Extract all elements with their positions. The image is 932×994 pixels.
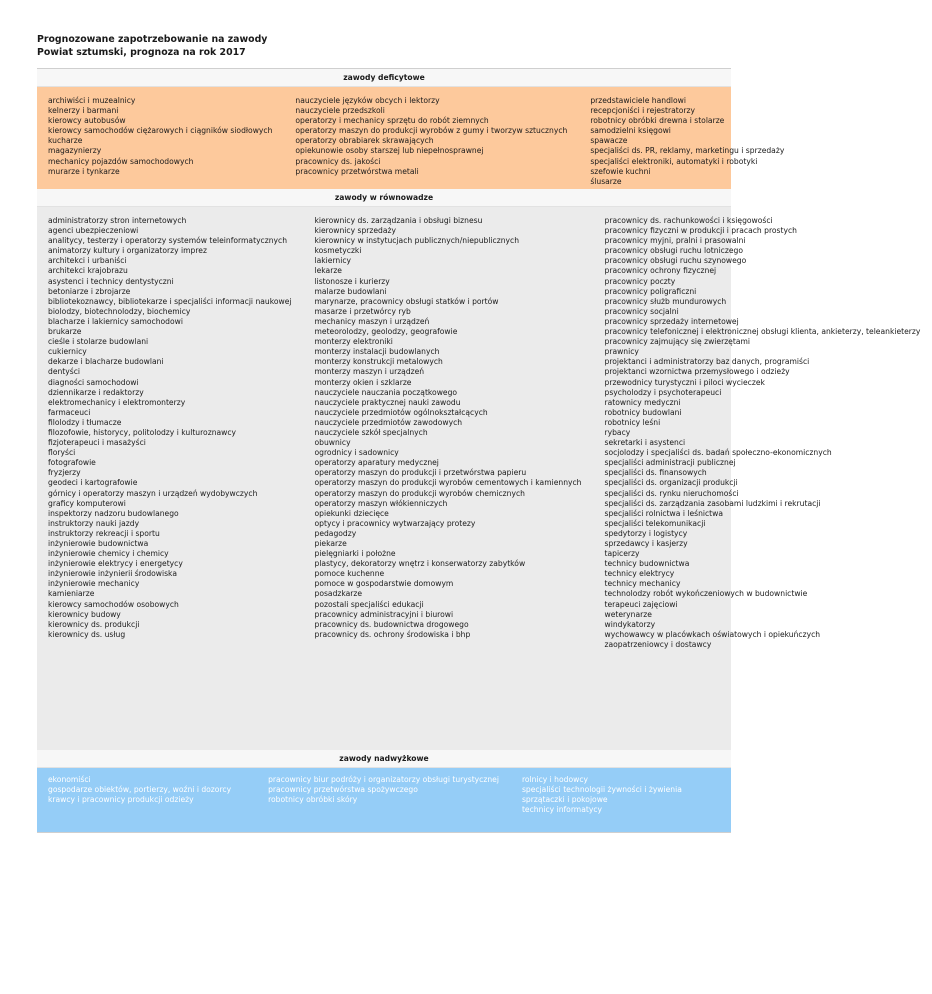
occupation-item: kierowcy samochodów ciężarowych i ciągników siodłowych [48,126,273,136]
occupations-table [37,68,921,833]
occupation-item: blacharze i lakiernicy samochodowi [48,316,183,326]
occupation-item: nauczyciele przedmiotów ogólnokształcących [314,407,488,417]
occupation-item: animatorzy kultury i organizatorzy imprez [48,246,207,256]
occupation-item: pomoce kuchenne [314,569,385,579]
occupation-item: pracownicy ds. rachunkowości i księgowości [604,216,773,225]
occupation-item: pracownicy sprzedaży internetowej [604,316,739,326]
occupation-item: instruktorzy nauki jazdy [48,518,140,528]
occupation-item: floryści [48,448,76,458]
occupation-item: kierowcy autobusów [48,116,126,126]
column [304,207,594,750]
occupation-item: pracownicy telefonicznej i elektronicznej obsługi klienta, ankieterzy, teleankieterzy [604,327,921,337]
occupation-item: przewodnicy turystyczni i piloci wycieczek [604,377,765,387]
occupation-item: wychowawcy w placówkach oświatowych i opiekuńczych [604,629,821,639]
occupation-item: psycholodzy i psychoterapeuci [604,387,722,397]
occupation-item: robotnicy obróbki skóry [268,795,358,805]
occupation-item: weterynarze [604,609,652,619]
occupation-item: magazynierzy [48,146,102,156]
occupation-item: pracownicy administracyjni i biurowi [314,609,454,619]
occupation-item: windykatorzy [604,619,656,629]
section-header-surplus: zawody nadwyżkowe [37,750,731,768]
occupation-item: pracownicy przetwórstwa metali [295,166,419,176]
occupation-item: filolodzy i tłumacze [48,417,122,427]
occupation-item: inżynierowie elektrycy i energetycy [48,559,183,569]
occupation-item: ekonomiści [48,775,91,784]
occupation-item: fotografowie [48,458,96,468]
occupation-item: sprzedawcy i kasjerzy [604,539,688,548]
section-deficit [37,87,785,189]
occupation-item: operatorzy maszyn włókienniczych [314,498,448,508]
occupation-item: graficy komputerowi [48,498,126,508]
occupation-item: operatorzy maszyn do produkcji wyrobów cementowych i kamiennych [314,478,582,488]
occupation-item: inżynierowie budownictwa [48,539,149,548]
occupation-item: lakiernicy [314,256,352,266]
section-header-deficit: zawody deficytowe [37,69,731,87]
occupation-item: pielęgniarki i położne [314,549,396,559]
occupation-item: pracownicy ds. ochrony środowiska i bhp [314,629,471,639]
occupation-item: kierownicy sprzedaży [314,226,397,236]
occupation-item: pracownicy poligraficzni [604,286,697,296]
occupation-item: kucharze [48,136,83,146]
occupation-item: pomoce w gospodarstwie domowym [314,579,454,589]
occupation-item: inżynierowie mechanicy [48,579,140,589]
occupation-item: nauczyciele języków obcych i lektorzy [295,96,440,105]
occupation-item: nauczyciele praktycznej nauki zawodu [314,397,461,407]
occupation-item: instruktorzy rekreacji i sportu [48,528,160,538]
occupation-item: szefowie kuchni [590,166,651,176]
occupation-item: pracownicy socjalni [604,306,679,316]
occupation-item: operatorzy maszyn do produkcji wyrobów z gumy i tworzyw sztucznych [295,126,568,136]
occupation-item: opiekunowie osoby starszej lub niepełnosprawnej [295,146,484,156]
occupation-item: biolodzy, biotechnolodzy, biochemicy [48,306,191,316]
occupation-item: agenci ubezpieczeniowi [48,226,139,236]
occupation-item: krawcy i pracownicy produkcji odzieży [48,795,194,805]
occupation-item: tapicerzy [604,549,640,559]
occupation-item: kosmetyczki [314,246,362,256]
occupation-item: nauczyciele przedszkoli [295,106,385,116]
occupation-item: socjolodzy i specjaliści ds. badań społeczno-ekonomicznych [604,448,832,458]
occupation-item: rolnicy i hodowcy [521,775,588,784]
occupation-item: archiwiści i muzealnicy [48,96,136,105]
occupation-item: projektanci i administratorzy baz danych, programiści [604,357,810,367]
occupation-item: bibliotekoznawcy, bibliotekarze i specjaliści informacji naukowej [48,296,292,306]
occupation-item: ogrodnicy i sadownicy [314,448,399,458]
occupation-item: specjaliści rolnictwa i leśnictwa [604,508,724,518]
occupation-item: gospodarze obiektów, portierzy, woźni i dozorcy [48,785,232,795]
occupation-item: specjaliści ds. organizacji produkcji [604,478,738,488]
occupation-item: diagności samochodowi [48,377,139,387]
occupation-item: nauczyciele szkół specjalnych [314,427,428,437]
occupation-item: specjaliści administracji publicznej [604,458,736,468]
occupation-item: farmaceuci [48,407,91,417]
occupation-item: kierownicy ds. usług [48,629,126,639]
occupation-item: meteorolodzy, geolodzy, geografowie [314,327,458,337]
occupation-item: operatorzy aparatury medycznej [314,458,439,468]
occupation-item: plastycy, dekoratorzy wnętrz i konserwatorzy zabytków [314,559,526,569]
occupation-item: kierownicy budowy [48,609,121,619]
occupation-item: dentyści [48,367,81,377]
occupation-item: kierownicy ds. produkcji [48,619,140,629]
occupation-item: lekarze [314,266,342,276]
occupation-item: monterzy maszyn i urządzeń [314,367,425,377]
occupation-item: ślusarze [590,176,622,186]
occupation-item: operatorzy maszyn do produkcji wyrobów chemicznych [314,488,525,498]
occupation-item: robotnicy leśni [604,417,661,427]
occupation-item: technicy mechanicy [604,579,681,589]
occupation-item: dziennikarze i redaktorzy [48,387,144,397]
occupation-item: pracownicy myjni, pralni i prasowalni [604,236,746,246]
occupation-item: recepcjoniści i rejestratorzy [590,106,695,116]
occupation-item: analitycy, testerzy i operatorzy systemów teleinformatycznych [48,236,288,246]
occupation-item: kamieniarze [48,589,95,599]
occupation-item: architekci krajobrazu [48,266,128,276]
occupation-item: pracownicy ds. budownictwa drogowego [314,619,469,629]
column [37,768,257,832]
occupation-item: geodeci i kartografowie [48,478,138,488]
occupation-item: zaopatrzeniowcy i dostawcy [604,639,712,649]
occupation-item: inżynierowie chemicy i chemicy [48,549,169,559]
occupation-item: technicy budownictwa [604,559,690,569]
occupation-item: architekci i urbaniści [48,256,127,266]
occupation-item: optycy i pracownicy wytwarzający protezy [314,518,476,528]
occupation-item: pozostali specjaliści edukacji [314,599,424,609]
occupation-item: marynarze, pracownicy obsługi statków i portów [314,296,499,306]
occupation-item: pracownicy ochrony fizycznej [604,266,717,276]
occupation-item: specjaliści technologii żywności i żywienia [521,785,682,795]
occupation-item: sekretarki i asystenci [604,438,686,448]
occupation-item: nauczyciele nauczania początkowego [314,387,458,397]
occupation-item: kierownicy ds. zarządzania i obsługi biznesu [314,216,483,225]
occupation-item: filozofowie, historycy, politolodzy i kulturoznawcy [48,427,237,437]
occupation-item: monterzy instalacji budowlanych [314,347,440,357]
occupation-item: opiekunki dziecięce [314,508,389,518]
occupation-item: malarze budowlani [314,286,387,296]
occupation-item: specjaliści elektroniki, automatyki i robotyki [590,156,758,166]
occupation-item: pedagodzy [314,528,357,538]
column [37,87,284,189]
occupation-item: operatorzy i mechanicy sprzętu do robót ziemnych [295,116,489,126]
column [594,207,932,750]
occupation-item: robotnicy budowlani [604,407,682,417]
occupation-item: kierownicy w instytucjach publicznych/niepublicznych [314,236,520,246]
occupation-item: pracownicy obsługi ruchu szynowego [604,256,747,266]
occupation-item: mechanicy pojazdów samochodowych [48,156,194,166]
occupation-item: brukarze [48,327,82,337]
occupation-item: pracownicy biur podróży i organizatorzy obsługi turystycznej [268,775,499,784]
occupation-item: pracownicy przetwórstwa spożywczego [268,785,418,795]
occupation-item: monterzy elektroniki [314,337,393,347]
column [257,768,511,832]
occupation-item: górnicy i operatorzy maszyn i urządzeń wydobywczych [48,488,258,498]
occupation-item: prawnicy [604,347,639,357]
occupation-item: fizjoterapeuci i masażyści [48,438,146,448]
occupation-item: pracownicy obsługi ruchu lotniczego [604,246,743,256]
section-header-balance: zawody w równowadze [37,189,731,207]
occupation-item: administratorzy stron internetowych [48,216,187,225]
occupation-item: specjaliści ds. rynku nieruchomości [604,488,739,498]
occupation-item: specjaliści telekomunikacji [604,518,706,528]
occupation-item: monterzy okien i szklarze [314,377,412,387]
occupation-item: nauczyciele przedmiotów zawodowych [314,417,463,427]
occupation-item: fryzjerzy [48,468,81,478]
occupation-item: spedytorzy i logistycy [604,528,688,538]
occupation-item: ratownicy medyczni [604,397,681,407]
page-title [37,33,267,59]
occupation-item: specjaliści ds. finansowych [604,468,707,478]
occupation-item: technicy informatycy [521,805,603,815]
occupation-item: sprzątaczki i pokojowe [521,795,608,805]
occupation-item: cieśle i stolarze budowlani [48,337,149,347]
occupation-item: robotnicy obróbki drewna i stolarze [590,116,725,126]
occupation-item: posadzkarze [314,589,363,599]
occupation-item: pracownicy ds. jakości [295,156,381,166]
occupation-item: operatorzy maszyn do produkcji i przetwórstwa papieru [314,468,527,478]
occupation-item: mechanicy maszyn i urządzeń [314,316,430,326]
title-line-1: Prognozowane zapotrzebowanie na zawody [37,34,268,45]
occupation-item: pracownicy służb mundurowych [604,296,727,306]
occupation-item: obuwnicy [314,438,351,448]
column [511,768,731,832]
occupation-item: projektanci wzornictwa przemysłowego i odzieży [604,367,790,377]
occupation-item: pracownicy zajmujący się zwierzętami [604,337,750,347]
occupation-item: rybacy [604,427,631,437]
occupation-item: listonosze i kurierzy [314,276,390,286]
occupation-item: pracownicy fizyczni w produkcji i pracach prostych [604,226,797,236]
occupation-item: operatorzy obrabiarek skrawających [295,136,434,146]
column [579,87,796,189]
occupation-item: kelnerzy i barmani [48,106,119,116]
occupation-item: piekarze [314,539,347,548]
occupation-item: cukiernicy [48,347,87,357]
occupation-item: asystenci i technicy dentystyczni [48,276,174,286]
occupation-item: masarze i przetwórcy ryb [314,306,411,316]
occupation-item: technicy elektrycy [604,569,675,579]
occupation-item: kierowcy samochodów osobowych [48,599,179,609]
occupation-item: samodzielni księgowi [590,126,671,136]
occupation-item: monterzy konstrukcji metalowych [314,357,443,367]
occupation-item: specjaliści ds. PR, reklamy, marketingu i sprzedaży [590,146,785,156]
occupation-item: inżynierowie inżynierii środowiska [48,569,177,579]
title-line-2: Powiat sztumski, prognoza na rok 2017 [37,47,246,58]
section-surplus [37,768,731,832]
column [37,207,304,750]
occupation-item: inspektorzy nadzoru budowlanego [48,508,179,518]
occupation-item: dekarze i blacharze budowlani [48,357,164,367]
occupation-item: spawacze [590,136,628,146]
occupation-item: elektromechanicy i elektromonterzy [48,397,186,407]
section-balance [37,207,921,750]
occupation-item: technolodzy robót wykończeniowych w budownictwie [604,589,808,599]
occupation-item: specjaliści ds. zarządzania zasobami ludzkimi i rekrutacji [604,498,821,508]
occupation-item: przedstawiciele handlowi [590,96,686,105]
occupation-item: betoniarze i zbrojarze [48,286,131,296]
occupation-item: pracownicy poczty [604,276,676,286]
column [284,87,579,189]
occupation-item: murarze i tynkarze [48,166,120,176]
occupation-item: terapeuci zajęciowi [604,599,678,609]
